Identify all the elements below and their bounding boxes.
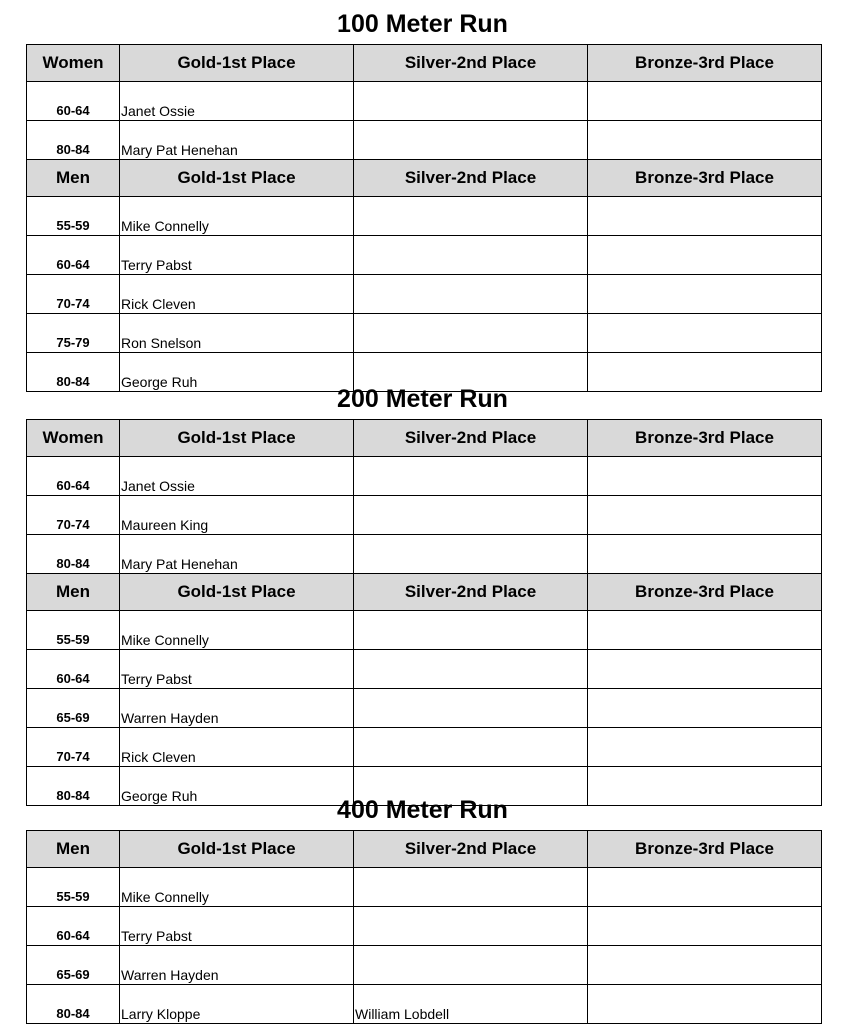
silver-name [354,946,588,985]
age-group: 75-79 [27,314,120,353]
silver-header: Silver-2nd Place [354,420,588,457]
bronze-name [588,275,822,314]
age-group: 55-59 [27,611,120,650]
gold-name: Maureen King [120,496,354,535]
bronze-name [588,197,822,236]
silver-header: Silver-2nd Place [354,45,588,82]
bronze-name [588,535,822,574]
silver-name [354,314,588,353]
division-header: Women [27,420,120,457]
silver-name: William Lobdell [354,985,588,1024]
results-table-400m [26,830,822,1024]
bronze-name [588,868,822,907]
age-group: 60-64 [27,457,120,496]
table-row [27,868,822,907]
gold-name: Janet Ossie [120,457,354,496]
age-group: 65-69 [27,689,120,728]
gold-name: Mike Connelly [120,868,354,907]
gold-name: Mike Connelly [120,197,354,236]
event-title-100m: 100 Meter Run [337,10,508,38]
silver-header: Silver-2nd Place [354,160,588,197]
table-row [27,236,822,275]
age-group: 70-74 [27,496,120,535]
age-group: 60-64 [27,82,120,121]
table-header-row [27,831,822,868]
table-row [27,496,822,535]
silver-name [354,457,588,496]
age-group: 70-74 [27,728,120,767]
gold-header: Gold-1st Place [120,160,354,197]
gold-header: Gold-1st Place [120,45,354,82]
gold-name: Rick Cleven [120,275,354,314]
silver-name [354,275,588,314]
gold-name: Mike Connelly [120,611,354,650]
silver-name [354,82,588,121]
age-group: 80-84 [27,121,120,160]
age-group: 55-59 [27,197,120,236]
gold-name: Janet Ossie [120,82,354,121]
bronze-name [588,946,822,985]
gold-name: Larry Kloppe [120,985,354,1024]
gold-name: Terry Pabst [120,650,354,689]
table-row [27,197,822,236]
table-row [27,275,822,314]
gold-name: Terry Pabst [120,907,354,946]
table-row [27,82,822,121]
gold-header: Gold-1st Place [120,831,354,868]
gold-name: Warren Hayden [120,946,354,985]
gold-name: George Ruh [120,767,354,806]
age-group: 60-64 [27,650,120,689]
table-header-row [27,160,822,197]
bronze-name [588,82,822,121]
gold-name: Ron Snelson [120,314,354,353]
event-title-400m: 400 Meter Run [337,796,508,824]
bronze-header: Bronze-3rd Place [588,420,822,457]
division-header: Men [27,160,120,197]
silver-name [354,496,588,535]
gold-name: Terry Pabst [120,236,354,275]
gold-name: Warren Hayden [120,689,354,728]
table-header-row [27,420,822,457]
table-row [27,985,822,1024]
division-header: Men [27,831,120,868]
bronze-name [588,985,822,1024]
age-group: 70-74 [27,275,120,314]
table-row [27,535,822,574]
results-table-200m [26,419,822,806]
silver-name [354,197,588,236]
silver-name [354,236,588,275]
table-row [27,907,822,946]
gold-header: Gold-1st Place [120,420,354,457]
silver-header: Silver-2nd Place [354,574,588,611]
bronze-name [588,496,822,535]
gold-name: George Ruh [120,353,354,392]
bronze-header: Bronze-3rd Place [588,574,822,611]
gold-name: Mary Pat Henehan [120,535,354,574]
age-group: 80-84 [27,767,120,806]
bronze-name [588,689,822,728]
bronze-name [588,611,822,650]
age-group: 80-84 [27,353,120,392]
age-group: 65-69 [27,946,120,985]
age-group: 80-84 [27,535,120,574]
bronze-name [588,650,822,689]
table-header-row [27,574,822,611]
age-group: 55-59 [27,868,120,907]
bronze-name [588,236,822,275]
table-row [27,314,822,353]
table-header-row [27,45,822,82]
silver-name [354,868,588,907]
age-group: 80-84 [27,985,120,1024]
bronze-name [588,314,822,353]
table-row [27,689,822,728]
age-group: 60-64 [27,236,120,275]
gold-name: Rick Cleven [120,728,354,767]
division-header: Men [27,574,120,611]
bronze-name [588,907,822,946]
table-row [27,728,822,767]
bronze-header: Bronze-3rd Place [588,45,822,82]
silver-name [354,907,588,946]
silver-name [354,689,588,728]
division-header: Women [27,45,120,82]
table-row [27,611,822,650]
silver-name [354,728,588,767]
age-group: 60-64 [27,907,120,946]
table-row [27,121,822,160]
bronze-header: Bronze-3rd Place [588,831,822,868]
bronze-header: Bronze-3rd Place [588,160,822,197]
silver-header: Silver-2nd Place [354,831,588,868]
silver-name [354,121,588,160]
bronze-name [588,121,822,160]
results-table-100m [26,44,822,392]
table-row [27,946,822,985]
event-title-200m: 200 Meter Run [337,385,508,413]
silver-name [354,650,588,689]
table-row [27,457,822,496]
bronze-name [588,457,822,496]
silver-name [354,611,588,650]
silver-name [354,535,588,574]
gold-header: Gold-1st Place [120,574,354,611]
table-row [27,650,822,689]
gold-name: Mary Pat Henehan [120,121,354,160]
bronze-name [588,728,822,767]
